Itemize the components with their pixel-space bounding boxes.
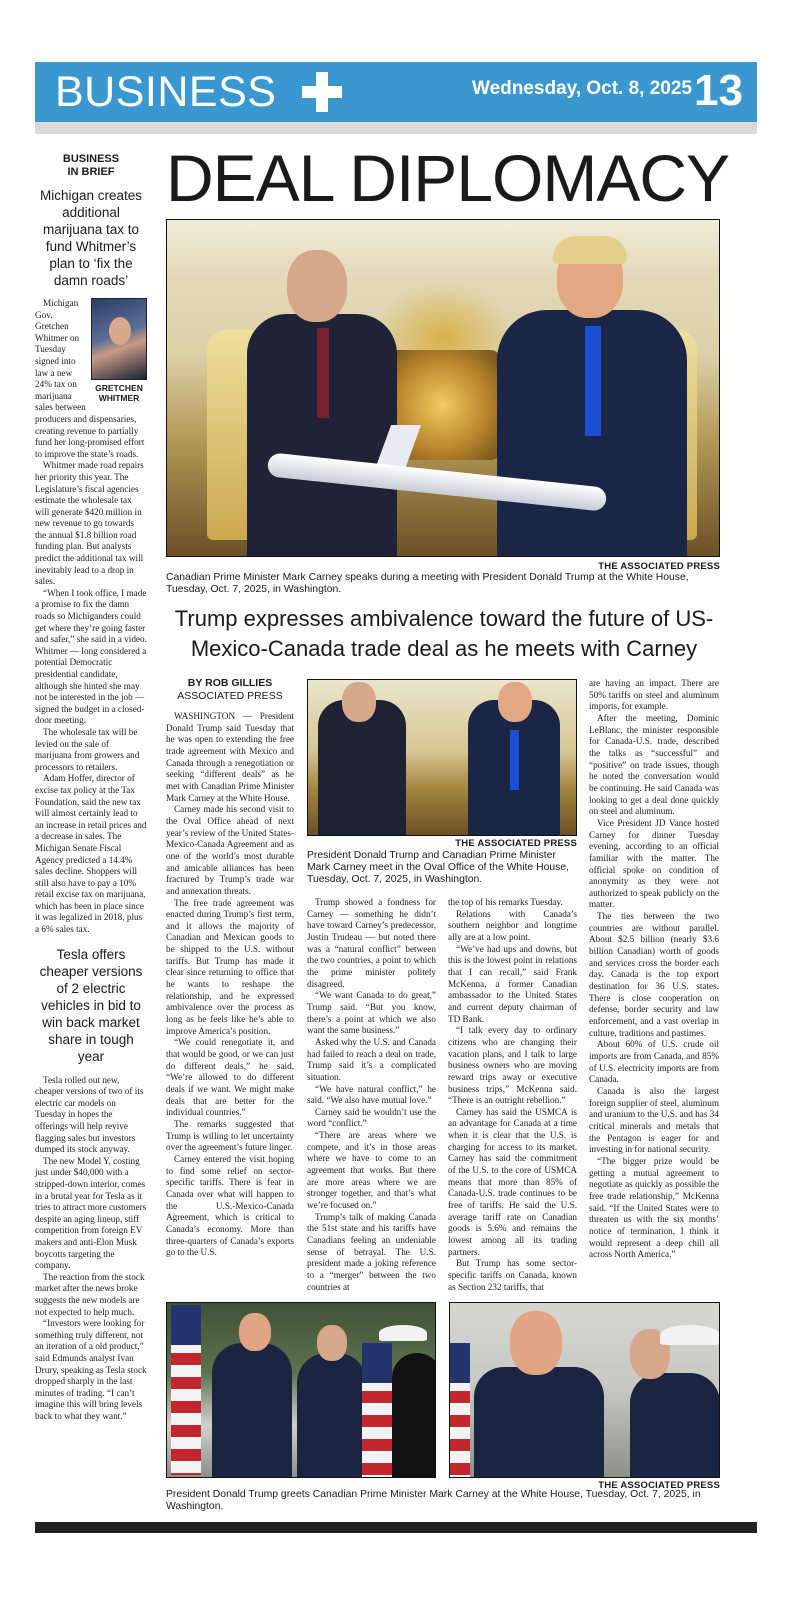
paragraph: Carney made his second visit to the Oval Office ahead of next year’s review of the United States-Mexico-Canada Agreement and as one of the world’s most durable and amicable alliances has been fractured by Trump’s trade war and annexation threats.: [166, 804, 294, 896]
paragraph: Vice President JD Vance hosted Carney for dinner Tuesday evening, according to an official familiar with the matter. The official spoke on condition of anonymity as they were not authorized to speak publicly on the matter.: [589, 817, 719, 910]
page-number: 13: [694, 66, 743, 115]
paragraph: Trump showed a fondness for Carney — something he didn’t have toward Carney’s predecessor, Justin Trudeau — but noted there was a “natural conflict” between the two countries, a point to which the prime minister politely disagreed.: [307, 897, 436, 989]
photo-carney: [630, 1373, 720, 1478]
photo-us-flag: [450, 1343, 470, 1478]
photo-flag-right: [362, 1343, 392, 1478]
whitmer-portrait-image: [91, 298, 147, 380]
bottom-photo-right: [449, 1302, 720, 1478]
paragraph: “There are areas where we compete, and it’s in those areas where we have to come to an agreement that works. But there are more areas where we are stronger together, and that’s what we’re focused on.”: [307, 1130, 436, 1211]
paragraph: Carney has said the USMCA is an advantage for Canada at a time when it is clear that the U.S. is charging for access to its market. Carney has said the commitment of the U.S. to the core of USMCA means that more than 85% of Canada-U.S. trade continues to be free of tariffs. He said the U.S. average tariff rate on Canadian goods is 5.6% and remains the lowest among all its trading partners.: [448, 1106, 577, 1257]
business-in-brief-sidebar: [35, 153, 147, 1422]
paragraph: “I talk every day to ordinary citizens who are changing their vacation plans, and I talk to large business owners who are moving reward trips away or executive business trips,” McKenna said. “There is an outright rebellion.”: [448, 1025, 577, 1106]
photo-caption: Canadian Prime Minister Mark Carney speaks during a meeting with President Donald Trump at the White House, Tuesday, Oct. 7, 2025, in Washington.: [166, 572, 689, 596]
article-column-1: [166, 711, 294, 1259]
paragraph: About 60% of U.S. crude oil imports are from Canada, and 85% of U.S. electricity imports are from Canada.: [589, 1039, 719, 1085]
paragraph: “We have natural conflict,” he said. “We also have mutual love.”: [307, 1083, 436, 1106]
byline: [166, 677, 294, 702]
inset-photo-caption: President Donald Trump and Canadian Prime Minister Mark Carney meet in the Oval Office of the White House, Tuesday, Oct. 7, 2025, in Washington.: [307, 850, 569, 886]
main-photo: [166, 219, 720, 557]
paragraph: The ties between the two countries are without parallel. About $2.5 billion (nearly $3.6 billion Canadian) worth of goods and services cross the border each day. Canada is the top export destination for 36 U.S. states. There is close cooperation on defense, border security and law enforcement, and a vast overlap in culture, traditions and pastimes.: [589, 911, 719, 1038]
byline-name: BY ROB GILLIES: [187, 677, 273, 689]
photo-carney: [297, 1353, 367, 1478]
paragraph: are having an impact. There are 50% tariffs on steel and aluminum imports, for example.: [589, 678, 719, 712]
photo-trump: [212, 1343, 292, 1478]
article-column-3: [448, 897, 577, 1293]
story-headline: Trump expresses ambivalence toward the future of US-Mexico-Canada trade deal as he meets with Carney: [174, 606, 714, 661]
paragraph: The new Model Y, costing just under $40,000 with a stripped-down interior, comes in a brutal year for Tesla as it tries to attract more customers despite an aging lineup, stiff competition from foreign EV makers and anti-Elon Musk boycotts targeting the company.: [35, 1155, 147, 1271]
article-column-4: [589, 678, 719, 1261]
whitmer-photo: [91, 298, 147, 403]
photo-guard: [392, 1353, 436, 1478]
brief-label: BUSINESS IN BRIEF: [62, 153, 120, 178]
inset-photo-credit: THE ASSOCIATED PRESS: [455, 838, 577, 849]
paragraph: Canada is also the largest foreign supplier of steel, aluminum and uranium to the U.S. and has 34 critical minerals and metals that the Pentagon is eager for and investing in for national security.: [589, 1085, 719, 1155]
article-column-2: [307, 897, 436, 1293]
paragraph: But Trump has some sector-specific tariffs on Canada, known as Section 232 tariffs, that: [448, 1258, 577, 1292]
paragraph: “We could renegotiate it, and that would be good, or we can just do different deals,” he said. “We’re allowed to do different deals if we want. We might make deals that are better for the individual countries.”: [166, 1037, 294, 1118]
page-headline: DEAL DIPLOMACY: [166, 141, 730, 215]
masthead: [35, 62, 757, 122]
brief-article-marijuana-tax: [35, 298, 147, 936]
byline-org: ASSOCIATED PRESS: [177, 690, 283, 702]
plus-icon: [302, 72, 342, 112]
paragraph: “Investors were looking for something truly different, not an iteration of a old product,” said Edmunds analyst Ivan Drury, speaking as Tesla stock dropped sharply in the last minutes of trading. “I can’t imagine this will bring levels back to what they want.”: [35, 1318, 147, 1421]
paragraph: Relations with Canada’s southern neighbor and longtime ally are at a low point.: [448, 908, 577, 942]
paragraph: the top of his remarks Tuesday.: [448, 897, 563, 907]
issue-date: Wednesday, Oct. 8, 2025: [471, 78, 692, 99]
paragraph: “We’ve had ups and downs, but this is the lowest point in relations that I can recall,” said Frank McKenna, a former Canadian ambassador to the United States and current deputy chairman of TD Bank.: [448, 943, 577, 1024]
masthead-divider: [35, 122, 757, 134]
paragraph: “The bigger prize would be getting a mutual agreement to negotiate as quickly as possible the free trade relationship,” McKenna said. “If the United States were to threaten us with the six months’ notice of termination, I think it would represent a deep chill all across North America.”: [589, 1155, 719, 1260]
paragraph: Trump’s talk of making Canada the 51st state and his tariffs have Canadians feeling an undeniable sense of betrayal. The U.S. president made a joking reference to a “merger” between the two countries at: [307, 1211, 436, 1292]
photo-guard-cap: [660, 1325, 720, 1345]
paragraph: Carney entered the visit hoping to find some relief on sector-specific tariffs. There is fear in Canada over what will happen to the U.S.-Mexico-Canada Agreement, which is critical to Canada’s economy. More than three-quarters of Canada’s exports go to the U.S.: [166, 1153, 294, 1258]
bottom-photo-credit: THE ASSOCIATED PRESS: [598, 1480, 720, 1491]
inset-photo: [307, 679, 577, 836]
paragraph: “We want Canada to do great,” Trump said. “But you know, there’s a point at which we also want the same business.”: [307, 990, 436, 1036]
paragraph: The free trade agreement was enacted during Trump’s first term, and it allows the majority of Canadian and Mexican goods to be shipped to the U.S. without tariffs. But Trump has made it clear since returning to office that he wants to reshape the relationship, and he expressed ambivalence over the process as long as he feels like he’s able to improve America’s position.: [166, 897, 294, 1036]
section-name: BUSINESS: [55, 68, 277, 116]
paragraph: “When I took office, I made a promise to fix the damn roads so Michiganders could get where they’re going faster and safer,” she said in a video. Whitmer — long considered a potential Democratic presidential candidate, although she hinted she may not be interested in the job — signed the budget in a closed-door meeting.: [35, 587, 147, 726]
paragraph: Tesla rolled out new, cheaper versions of two of its electric car models on Tuesday in hopes the offerings will help revive flagging sales but investors dumped its stock anyway.: [35, 1074, 144, 1155]
paragraph: After the meeting, Dominic LeBlanc, the minister responsible for Canada-U.S. trade, described the talks as “successful” and “positive” on trade issues, though he noted the conversation would be continuing. He said Canada was looking to get a deal done quickly on steel and aluminum.: [589, 712, 719, 817]
paragraph: Asked why the U.S. and Canada had failed to reach a deal on trade, Trump said it’s a complicated situation.: [307, 1036, 436, 1082]
paragraph: The remarks suggested that Trump is willing to let uncertainty over the agreement’s future linger.: [166, 1118, 294, 1153]
photo-us-flag: [171, 1305, 201, 1475]
brief-headline-marijuana-tax: Michigan creates additional marijuana tax to fund Whitmer’s plan to ‘fix the damn roads’: [39, 188, 143, 288]
brief-article-tesla: [35, 1075, 147, 1423]
paragraph: WASHINGTON — President Donald Trump said Tuesday that he was open to extending the free trade agreement with Mexico and Canada through a renegotiation or seeking “different deals” as he met with Canadian Prime Minister Mark Carney at the White House.: [166, 711, 294, 803]
bottom-photo-caption: President Donald Trump greets Canadian Prime Minister Mark Carney at the White House, Tuesday, Oct. 7, 2025, in Washington.: [166, 1489, 701, 1513]
photo-credit: THE ASSOCIATED PRESS: [598, 561, 720, 572]
paragraph: Carney said he wouldn’t use the word “conflict.”: [307, 1106, 436, 1129]
paragraph: The reaction from the stock market after the news broke suggests the new models are not expected to help much.: [35, 1271, 145, 1317]
photo-name-label: GRETCHEN WHITMER: [95, 383, 143, 403]
footer-rule: [35, 1522, 757, 1533]
paragraph: Adam Hoffer, director of excise tax policy at the Tax Foundation, said the new tax will almost certainly lead to an increase in retail prices and a decrease in sales. The Michigan Senate Fiscal Agency predicted a 14.4% sales decline. Shoppers will still also have to pay a 10% retail excise tax on marijuana, which has been in place since it was legalized in 2018, plus a 6% sales tax.: [35, 773, 147, 935]
paragraph: The wholesale tax will be levied on the sale of marijuana from growers and processors to retailers.: [35, 726, 140, 772]
paragraph: Michigan Gov. Gretchen Whitmer on Tuesday signed into law a new 24% tax on marijuana sales between producers and dispensaries, creating revenue to partially fund her long-promised effort to improve the state’s roads.: [35, 298, 145, 459]
photo-trump: [474, 1367, 604, 1478]
bottom-photo-left: [166, 1302, 436, 1478]
photo-carney: [247, 250, 407, 557]
brief-headline-tesla: Tesla offers cheaper versions of 2 electric vehicles in bid to win back market share in tough year: [39, 946, 143, 1064]
paragraph: Whitmer made road repairs her priority this year. The Legislature’s fiscal agencies estimate the wholesale tax will generate $420 million in new revenue to go towards the annual $1.8 billion road funding plan. But analysts predict the additional tax will inevitably lead to a drop in sales.: [35, 460, 144, 587]
